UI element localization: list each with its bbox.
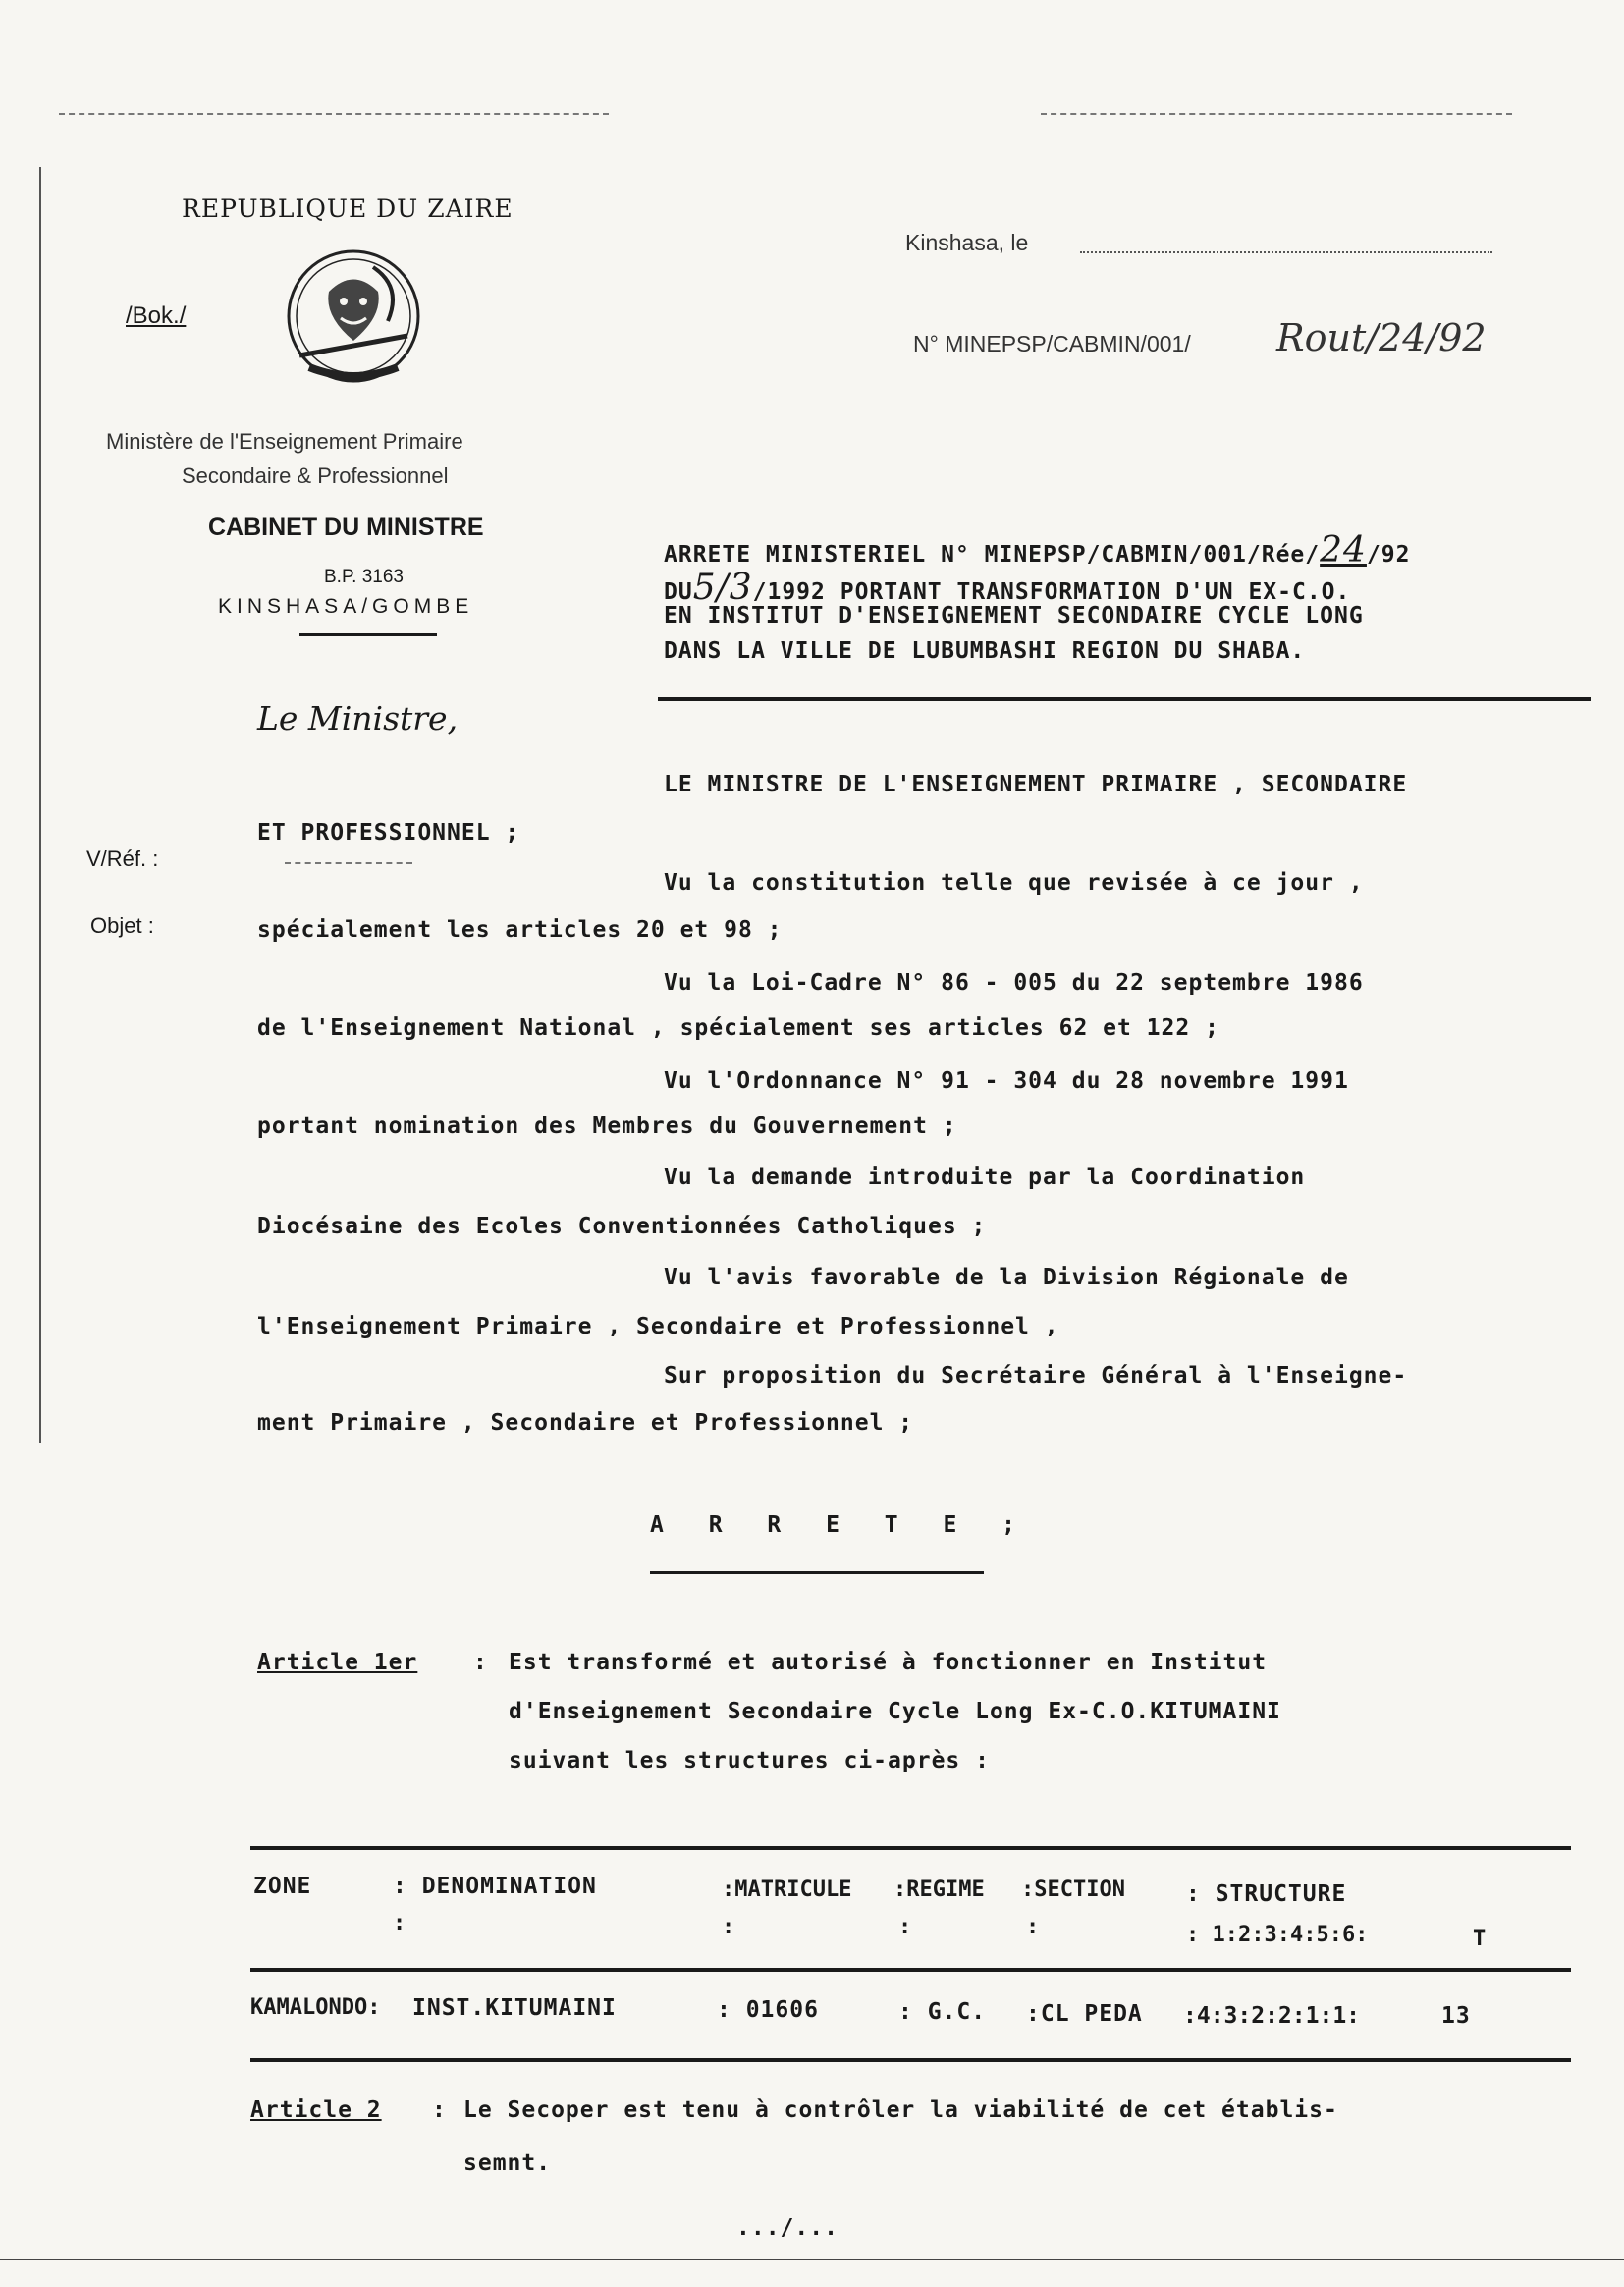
header-section: :SECTION <box>1021 1878 1125 1902</box>
scan-artifact-top-right <box>1041 113 1512 115</box>
po-box: B.P. 3163 <box>324 567 405 587</box>
header-total: T <box>1473 1927 1488 1951</box>
preamble-vu-5b: l'Enseignement Primaire , Secondaire et Professionnel , <box>257 1314 1059 1339</box>
minister-heading: Le Ministre, <box>257 699 459 737</box>
reference-number-label: N° MINEPSP/CABMIN/001/ <box>913 331 1191 356</box>
scan-artifact-top-left <box>59 113 609 115</box>
date-label: Kinshasa, le <box>905 230 1029 255</box>
national-emblem-icon <box>280 247 427 395</box>
country-name: REPUBLIQUE DU ZAIRE <box>182 194 514 223</box>
bok-reference: /Bok./ <box>126 302 187 329</box>
article-2-line-2: semnt. <box>463 2151 552 2176</box>
city-line: KINSHASA/GOMBE <box>218 595 474 618</box>
page-continuation-marker: .../... <box>736 2215 839 2241</box>
preamble-vu-1b: spécialement les articles 20 et 98 ; <box>257 917 783 943</box>
row-grades: :4:3:2:2:1:1: <box>1183 2003 1361 2029</box>
row-matricule: : 01606 <box>717 1997 819 2023</box>
header-section-colon: : <box>1026 1915 1041 1939</box>
preamble-vu-4b: Diocésaine des Ecoles Conventionnées Catholiques ; <box>257 1214 987 1239</box>
city-underline <box>299 633 437 636</box>
article-2-separator: : <box>432 2097 447 2123</box>
preamble-vu-6a: Sur proposition du Secrétaire Général à l'Enseigne- <box>664 1363 1408 1389</box>
arrete-title-line-3: EN INSTITUT D'ENSEIGNEMENT SECONDAIRE CYCLE LONG <box>664 603 1364 628</box>
handwritten-arrete-number: 24 <box>1320 530 1367 571</box>
row-section: :CL PEDA <box>1026 2001 1143 2027</box>
article-1-line-1: Est transformé et autorisé à fonctionner en Institut <box>509 1650 1268 1675</box>
article-1-label: Article 1er <box>257 1650 418 1675</box>
preamble-vu-4a: Vu la demande introduite par la Coordination <box>664 1165 1306 1190</box>
ministry-line-2: Secondaire & Professionnel <box>182 463 449 488</box>
article-1-separator: : <box>473 1650 488 1675</box>
article-1-line-3: suivant les structures ci-après : <box>509 1748 990 1773</box>
arrete-title-line-4: DANS LA VILLE DE LUBUMBASHI REGION DU SHABA. <box>664 638 1306 664</box>
arrete-title-line-2: DU5/3/1992 PORTANT TRANSFORMATION D'UN EX-C.O. <box>664 568 1351 608</box>
article-2-line-1: Le Secoper est tenu à contrôler la viabilité de cet établis- <box>463 2097 1338 2123</box>
title-rule <box>658 697 1591 701</box>
row-regime: : G.C. <box>898 1999 987 2025</box>
table-bottom-rule <box>250 2058 1571 2062</box>
preamble-intro-1: LE MINISTRE DE L'ENSEIGNEMENT PRIMAIRE , SECONDAIRE <box>664 772 1408 797</box>
preamble-vu-3b: portant nomination des Membres du Gouvernement ; <box>257 1114 957 1139</box>
bottom-edge-line <box>0 2259 1624 2260</box>
article-2-label: Article 2 <box>250 2097 382 2123</box>
header-grade-numbers: : 1:2:3:4:5:6: <box>1186 1923 1369 1947</box>
date-blank-line <box>1080 251 1492 253</box>
row-denomination: INST.KITUMAINI <box>412 1995 617 2021</box>
row-zone: KAMALONDO: <box>250 1995 381 2020</box>
vref-blank-line <box>285 862 412 864</box>
arrete-heading: A R R E T E ; <box>650 1512 1032 1538</box>
header-structure: : STRUCTURE <box>1186 1881 1347 1907</box>
preamble-intro-2: ET PROFESSIONNEL ; <box>257 820 520 845</box>
header-denomination-colon: : <box>393 1911 407 1935</box>
header-regime-colon: : <box>898 1915 913 1939</box>
header-denomination: : DENOMINATION <box>393 1874 597 1899</box>
preamble-vu-2b: de l'Enseignement National , spécialement ses articles 62 et 122 ; <box>257 1015 1219 1041</box>
preamble-vu-2a: Vu la Loi-Cadre N° 86 - 005 du 22 septembre 1986 <box>664 970 1364 996</box>
handwritten-date: 5/3 <box>692 568 753 608</box>
vref-label: V/Réf. : <box>86 846 159 871</box>
header-regime: :REGIME <box>893 1878 985 1902</box>
handwritten-reference: Rout/24/92 <box>1276 316 1487 359</box>
preamble-vu-1a: Vu la constitution telle que revisée à ce jour , <box>664 870 1364 896</box>
preamble-vu-3a: Vu l'Ordonnance N° 91 - 304 du 28 novembre 1991 <box>664 1068 1349 1094</box>
preamble-vu-6b: ment Primaire , Secondaire et Professionnel ; <box>257 1410 914 1436</box>
header-matricule: :MATRICULE <box>722 1878 852 1902</box>
cabinet-title: CABINET DU MINISTRE <box>208 514 484 541</box>
header-matricule-colon: : <box>722 1915 736 1939</box>
preamble-vu-5a: Vu l'avis favorable de la Division Régionale de <box>664 1265 1349 1290</box>
row-total: 13 <box>1441 2003 1471 2029</box>
header-zone: ZONE <box>253 1874 312 1899</box>
left-margin-edge <box>39 167 41 1443</box>
table-header-rule <box>250 1968 1571 1972</box>
arrete-title-line-1: ARRETE MINISTERIEL N° MINEPSP/CABMIN/001/Rée/24/92 <box>664 530 1411 571</box>
article-1-line-2: d'Enseignement Secondaire Cycle Long Ex-C.O.KITUMAINI <box>509 1699 1281 1724</box>
arrete-heading-underline <box>650 1571 984 1574</box>
objet-label: Objet : <box>90 913 154 938</box>
ministry-line-1: Ministère de l'Enseignement Primaire <box>106 429 463 454</box>
table-top-rule <box>250 1846 1571 1850</box>
